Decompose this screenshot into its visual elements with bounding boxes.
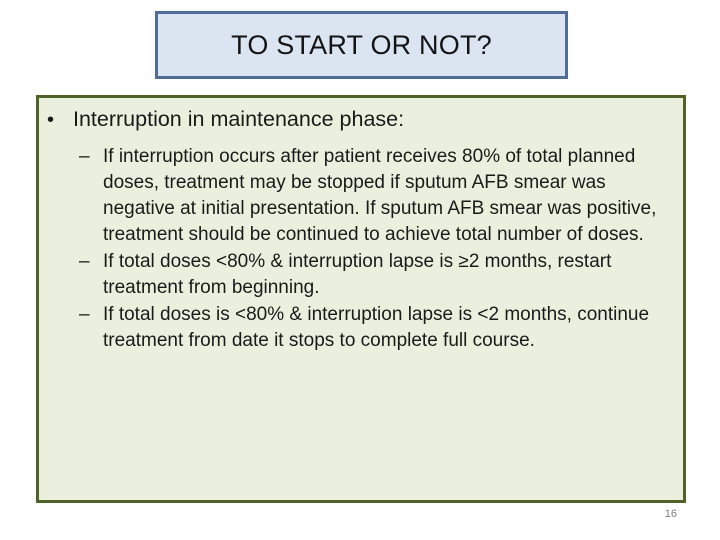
dash-marker: – [79,251,90,272]
sub-bullet-item [79,302,669,354]
bullet-marker: • [47,109,55,131]
sub-bullet-list [79,144,669,355]
main-bullet [47,107,404,132]
sub-bullet-text: If total doses <80% & interruption lapse is ≥2 months, restart treatment from beginning. [103,251,612,298]
dash-marker: – [79,304,90,325]
sub-bullet-text: If total doses is <80% & interruption lapse is <2 months, continue treatment from date it stops to complete full course. [103,304,650,351]
sub-bullet-item [79,249,669,301]
sub-bullet-text: If interruption occurs after patient receives 80% of total planned doses, treatment may be stopped if sputum AFB smear was negative at initial presentation. If sputum AFB smear was positive, treatment should be continued to achieve total number of doses. [103,146,657,245]
title-box [155,11,568,79]
dash-marker: – [79,146,90,167]
main-bullet-text: Interruption in maintenance phase: [73,107,405,131]
content-box [36,95,686,503]
sub-bullet-item [79,144,669,248]
slide-title: TO START OR NOT? [231,29,492,60]
page-number: 16 [664,508,677,520]
